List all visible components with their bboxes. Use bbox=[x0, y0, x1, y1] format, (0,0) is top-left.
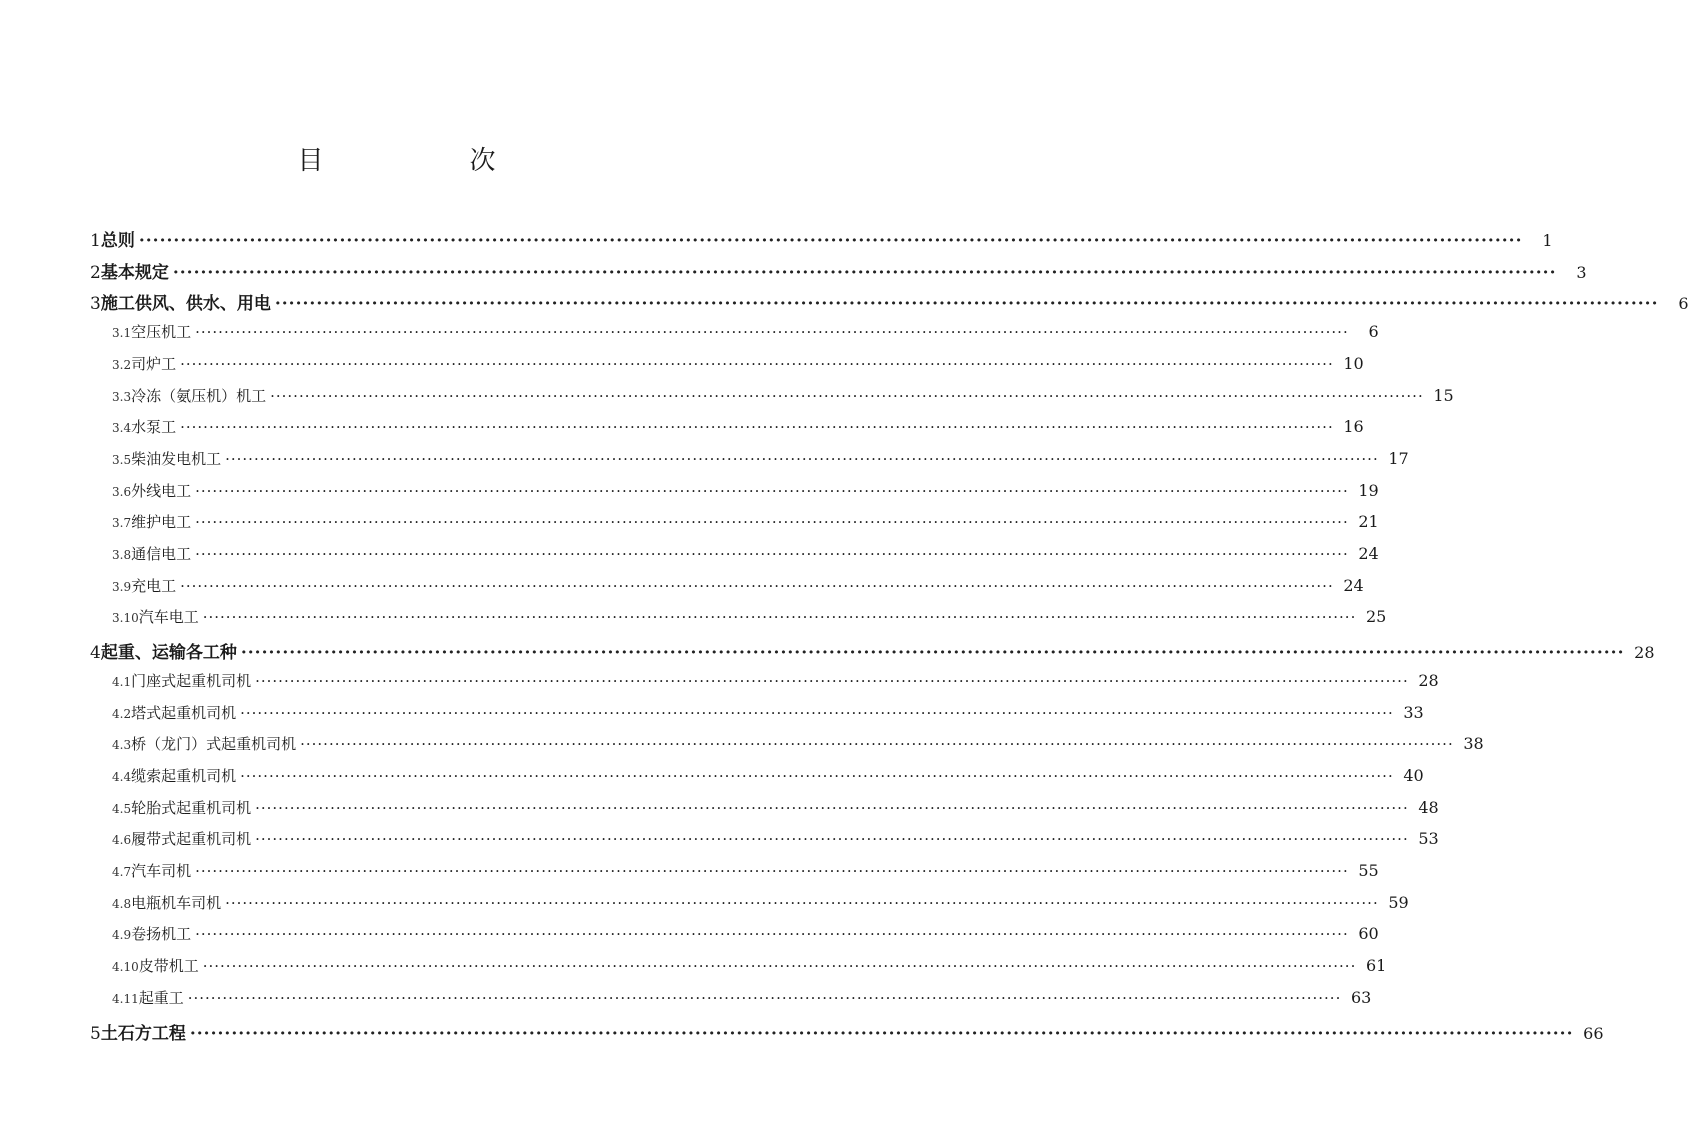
toc-entry-number: 5 bbox=[90, 1023, 101, 1044]
toc-leader-dots: ········································································································································································································ bbox=[240, 703, 1394, 722]
toc-entry[interactable] bbox=[112, 416, 1364, 437]
toc-leader-dots: ········································································································································································································ bbox=[240, 766, 1394, 785]
toc-entry[interactable] bbox=[112, 670, 1439, 691]
toc-entry-page-number: 28 bbox=[1634, 643, 1655, 663]
page-title: 目 次 bbox=[297, 146, 556, 176]
toc-entry-number: 4.6 bbox=[112, 833, 132, 848]
toc-entry-page-number: 66 bbox=[1583, 1023, 1604, 1043]
toc-leader-dots: ········································································································································································································ bbox=[195, 323, 1349, 342]
toc-entry-number: 4.4 bbox=[112, 769, 132, 784]
toc-entry-page-number: 1 bbox=[1542, 231, 1553, 250]
toc-entry-number: 3.5 bbox=[112, 452, 132, 467]
toc-entry-page-number: 19 bbox=[1358, 480, 1379, 500]
toc-entry-title: 履带式起重机司机 bbox=[131, 830, 252, 849]
toc-entry-number: 3.7 bbox=[112, 516, 132, 531]
toc-entry-page-number: 28 bbox=[1418, 670, 1439, 690]
toc-entry-number: 4.2 bbox=[112, 706, 132, 721]
toc-leader-dots: ········································································································································································································ bbox=[138, 231, 1523, 251]
toc-entry-page-number: 6 bbox=[1678, 294, 1689, 314]
toc-entry[interactable] bbox=[112, 987, 1372, 1008]
toc-entry-title: 电瓶机车司机 bbox=[131, 893, 222, 912]
toc-entry[interactable] bbox=[90, 1019, 1604, 1044]
toc-entry-page-number: 17 bbox=[1388, 448, 1409, 468]
toc-entry-page-number: 38 bbox=[1463, 734, 1484, 754]
toc-entry-title: 桥（龙门）式起重机司机 bbox=[131, 735, 297, 754]
toc-entry-number: 2 bbox=[90, 262, 101, 283]
toc-entry-page-number: 61 bbox=[1366, 956, 1387, 976]
toc-entry-title: 起重工 bbox=[138, 988, 184, 1007]
toc-entry-title: 起重、运输各工种 bbox=[100, 643, 237, 664]
toc-leader-dots: ········································································································································································································ bbox=[202, 608, 1357, 627]
toc-entry-page-number: 15 bbox=[1433, 385, 1454, 405]
toc-entry[interactable] bbox=[90, 289, 1689, 315]
toc-leader-dots: ········································································································································································································ bbox=[195, 925, 1349, 944]
toc-entry-page-number: 40 bbox=[1403, 765, 1424, 785]
toc-entry-title: 外线电工 bbox=[131, 481, 192, 500]
toc-entry-title: 皮带机工 bbox=[138, 957, 199, 976]
toc-entry[interactable] bbox=[112, 448, 1409, 469]
toc-entry[interactable] bbox=[90, 638, 1655, 664]
toc-leader-dots: ········································································································································································································ bbox=[195, 481, 1349, 500]
toc-leader-dots: ········································································································································································································ bbox=[240, 643, 1625, 664]
toc-leader-dots: ········································································································································································································ bbox=[255, 830, 1409, 849]
toc-entry-page-number: 55 bbox=[1358, 861, 1379, 880]
toc-entry-number: 3.4 bbox=[112, 421, 132, 436]
toc-entry-title: 通信电工 bbox=[131, 545, 192, 563]
toc-leader-dots: ········································································································································································································ bbox=[225, 893, 1379, 912]
toc-entry-title: 土石方工程 bbox=[100, 1023, 186, 1044]
toc-leader-dots: ········································································································································································································ bbox=[195, 545, 1349, 563]
toc-entry-page-number: 10 bbox=[1343, 353, 1364, 373]
toc-entry-number: 4.1 bbox=[112, 674, 132, 689]
toc-entry[interactable] bbox=[112, 733, 1484, 754]
toc-entry-title: 门座式起重机司机 bbox=[131, 671, 252, 690]
toc-entry[interactable] bbox=[112, 955, 1387, 976]
toc-entry-page-number: 25 bbox=[1366, 607, 1387, 627]
toc-leader-dots: ········································································································································································································ bbox=[180, 418, 1334, 437]
toc-entry-number: 4.8 bbox=[112, 896, 132, 911]
toc-entry[interactable] bbox=[90, 226, 1553, 251]
toc-entry-page-number: 60 bbox=[1358, 924, 1379, 944]
toc-entry[interactable] bbox=[112, 892, 1409, 913]
toc-leader-dots: ········································································································································································································ bbox=[274, 294, 1659, 315]
toc-entry-number: 4.3 bbox=[112, 738, 132, 753]
toc-entry[interactable] bbox=[112, 385, 1454, 406]
toc-entry-number: 3.1 bbox=[112, 326, 132, 341]
toc-entry[interactable] bbox=[112, 860, 1379, 881]
toc-entry-title: 施工供风、供水、用电 bbox=[100, 294, 271, 315]
toc-leader-dots: ········································································································································································································ bbox=[180, 354, 1334, 373]
toc-entry-page-number: 24 bbox=[1343, 575, 1364, 595]
toc-leader-dots: ········································································································································································································ bbox=[187, 988, 1342, 1007]
toc-entry-title: 空压机工 bbox=[131, 323, 192, 342]
toc-entry-title: 卷扬机工 bbox=[131, 925, 192, 944]
toc-entry-title: 充电工 bbox=[131, 576, 177, 595]
toc-leader-dots: ········································································································································································································ bbox=[300, 735, 1454, 754]
toc-entry[interactable] bbox=[112, 353, 1364, 374]
toc-entry-number: 4.9 bbox=[112, 928, 132, 943]
toc-entry-title: 维护电工 bbox=[131, 513, 192, 532]
toc-entry-number: 3.8 bbox=[112, 548, 132, 562]
toc-entry-page-number: 59 bbox=[1388, 892, 1409, 912]
toc-entry-title: 水泵工 bbox=[131, 418, 177, 437]
toc-leader-dots: ········································································································································································································ bbox=[195, 513, 1349, 532]
toc-entry-number: 4.11 bbox=[112, 991, 139, 1006]
toc-entry-title: 汽车司机 bbox=[131, 862, 192, 880]
toc-entry[interactable] bbox=[112, 923, 1379, 944]
toc-entry[interactable] bbox=[112, 797, 1439, 818]
toc-entry-page-number: 48 bbox=[1418, 797, 1439, 817]
toc-entry-page-number: 6 bbox=[1368, 322, 1379, 342]
toc-entry[interactable] bbox=[112, 606, 1387, 627]
toc-entry-page-number: 21 bbox=[1358, 512, 1379, 532]
toc-entry[interactable] bbox=[112, 321, 1379, 342]
toc-leader-dots: ········································································································································································································ bbox=[225, 449, 1379, 468]
toc-entry[interactable] bbox=[90, 258, 1587, 283]
toc-entry[interactable] bbox=[112, 543, 1379, 564]
toc-leader-dots: ········································································································································································································ bbox=[195, 862, 1349, 880]
toc-leader-dots: ········································································································································································································ bbox=[270, 386, 1424, 405]
toc-entry-page-number: 53 bbox=[1418, 829, 1439, 849]
toc-entry-number: 3.3 bbox=[112, 389, 132, 404]
toc-entry-title: 司炉工 bbox=[131, 354, 177, 373]
toc-entry-number: 3.6 bbox=[112, 484, 132, 499]
toc-entry-number: 1 bbox=[90, 231, 101, 251]
toc-leader-dots: ········································································································································································································ bbox=[255, 798, 1409, 817]
toc-entry-number: 3 bbox=[90, 294, 101, 315]
toc-entry-title: 汽车电工 bbox=[138, 608, 199, 627]
toc-entry-page-number: 63 bbox=[1351, 987, 1372, 1007]
toc-entry[interactable] bbox=[112, 702, 1424, 723]
toc-entry-number: 4.5 bbox=[112, 801, 132, 816]
toc-entry-title: 冷冻（氨压机）机工 bbox=[131, 386, 267, 405]
toc-entry-page-number: 24 bbox=[1358, 544, 1379, 563]
toc-entry-number: 3.2 bbox=[112, 357, 132, 372]
toc-entry-title: 缆索起重机司机 bbox=[131, 766, 237, 785]
toc-entry-page-number: 33 bbox=[1403, 702, 1424, 722]
toc-entry-number: 4 bbox=[90, 643, 101, 664]
toc-entry[interactable] bbox=[112, 480, 1379, 501]
toc-entry-title: 塔式起重机司机 bbox=[131, 703, 237, 722]
toc-entry-page-number: 16 bbox=[1343, 417, 1364, 437]
toc-entry-number: 4.10 bbox=[112, 960, 139, 975]
toc-entry[interactable] bbox=[112, 765, 1424, 786]
toc-entry-title: 基本规定 bbox=[100, 262, 169, 283]
toc-entry-title: 轮胎式起重机司机 bbox=[131, 798, 252, 817]
toc-entry[interactable] bbox=[112, 828, 1439, 849]
toc-entry[interactable] bbox=[112, 575, 1364, 596]
toc-leader-dots: ········································································································································································································ bbox=[180, 576, 1334, 595]
toc-entry-title: 总则 bbox=[100, 231, 135, 251]
toc-leader-dots: ········································································································································································································ bbox=[202, 957, 1357, 976]
toc-entry-number: 4.7 bbox=[112, 865, 132, 879]
toc-entry-number: 3.9 bbox=[112, 579, 132, 594]
toc-leader-dots: ········································································································································································································ bbox=[255, 671, 1409, 690]
toc-entry-page-number: 3 bbox=[1576, 262, 1587, 282]
toc-entry-number: 3.10 bbox=[112, 611, 139, 626]
toc-leader-dots: ········································································································································································································ bbox=[189, 1023, 1574, 1044]
toc-leader-dots: ········································································································································································································ bbox=[172, 262, 1557, 283]
toc-entry-title: 柴油发电机工 bbox=[131, 449, 222, 468]
toc-entry[interactable] bbox=[112, 511, 1379, 532]
